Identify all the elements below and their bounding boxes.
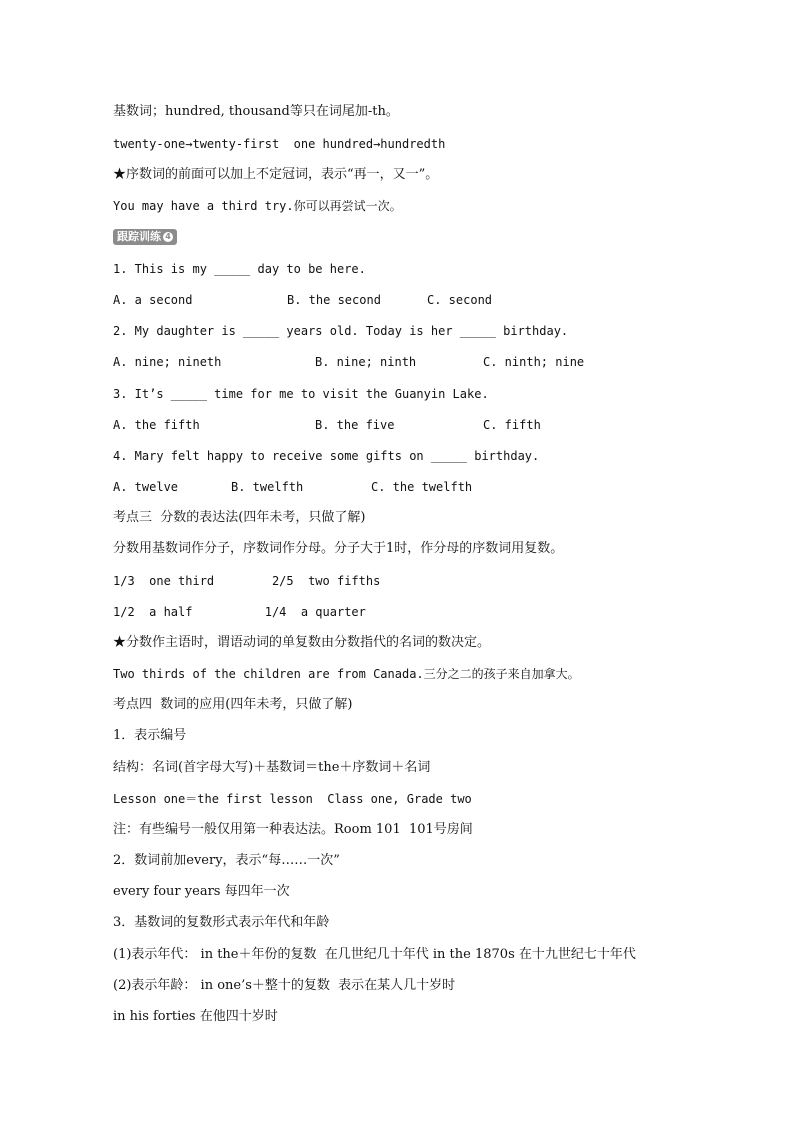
subheading: 3．基数词的复数形式表示年代和年龄 bbox=[113, 915, 330, 930]
line-ordinal-rule: 基数词；hundred, thousand等只在词尾加-th。 bbox=[113, 104, 399, 119]
structure-line: 结构：名词(首字母大写)＋基数词＝the＋序数词＋名词 bbox=[113, 760, 431, 775]
option: B. the second bbox=[287, 293, 381, 307]
option: B. the five bbox=[315, 418, 395, 432]
example-line: every four years 每四年一次 bbox=[113, 884, 290, 899]
line-article-example: You may have a third try.你可以再尝试一次。 bbox=[113, 199, 402, 213]
section-title: 考点四 数词的应用(四年未考，只做了解) bbox=[113, 697, 353, 712]
practice-badge bbox=[113, 229, 177, 245]
option: C. second bbox=[427, 293, 493, 307]
option: B. nine; ninth bbox=[315, 355, 417, 369]
option: C. the twelfth bbox=[371, 480, 473, 494]
note-line: 注：有些编号一般仅用第一种表达法。Room 101 101号房间 bbox=[113, 822, 473, 837]
option: C. fifth bbox=[483, 418, 541, 432]
fraction-example: 1/3 one third 2/5 two fifths bbox=[113, 574, 381, 588]
question-stem: 1. This is my _____ day to be here. bbox=[113, 262, 366, 276]
option: C. ninth; nine bbox=[483, 355, 585, 369]
example-line: Lesson one＝the first lesson Class one, Grade two bbox=[113, 792, 472, 806]
option: A. the fifth bbox=[113, 418, 200, 432]
question-stem: 3. It’s _____ time for me to visit the Guanyin Lake. bbox=[113, 387, 489, 401]
usage-line: (2)表示年龄： in one’s＋整十的复数 表示在某人几十岁时 bbox=[113, 978, 456, 993]
practice-badge-label: 跟踪训练 bbox=[117, 230, 161, 243]
option: A. nine; nineth bbox=[113, 355, 222, 369]
section-title: 考点三 分数的表达法(四年未考，只做了解) bbox=[113, 510, 366, 525]
usage-line: (1)表示年代： in the＋年份的复数 在几世纪几十年代 in the 1870s 在十九世纪七十年代 bbox=[113, 947, 636, 962]
badge-number-icon: 4 bbox=[163, 232, 173, 242]
option: A. a second bbox=[113, 293, 193, 307]
line-ordinal-example: twenty-one→twenty-first one hundred→hundredth bbox=[113, 137, 446, 151]
question-stem: 2. My daughter is _____ years old. Today is her _____ birthday. bbox=[113, 324, 569, 338]
subheading: 1．表示编号 bbox=[113, 728, 187, 743]
section-note: ★分数作主语时，谓语动词的单复数由分数指代的名词的数决定。 bbox=[113, 635, 491, 650]
section-rule: 分数用基数词作分子，序数词作分母。分子大于1时，作分母的序数词用复数。 bbox=[113, 541, 564, 556]
fraction-example: 1/2 a half 1/4 a quarter bbox=[113, 605, 366, 619]
question-stem: 4. Mary felt happy to receive some gifts on _____ birthday. bbox=[113, 449, 540, 463]
example-sentence: Two thirds of the children are from Canada.三分之二的孩子来自加拿大。 bbox=[113, 667, 580, 681]
line-article-note: ★序数词的前面可以加上不定冠词，表示“再一，又一”。 bbox=[113, 167, 439, 182]
subheading: 2．数词前加every，表示“每……一次” bbox=[113, 853, 340, 868]
option: A. twelve bbox=[113, 480, 179, 494]
option: B. twelfth bbox=[231, 480, 304, 494]
example-line: in his forties 在他四十岁时 bbox=[113, 1009, 278, 1024]
